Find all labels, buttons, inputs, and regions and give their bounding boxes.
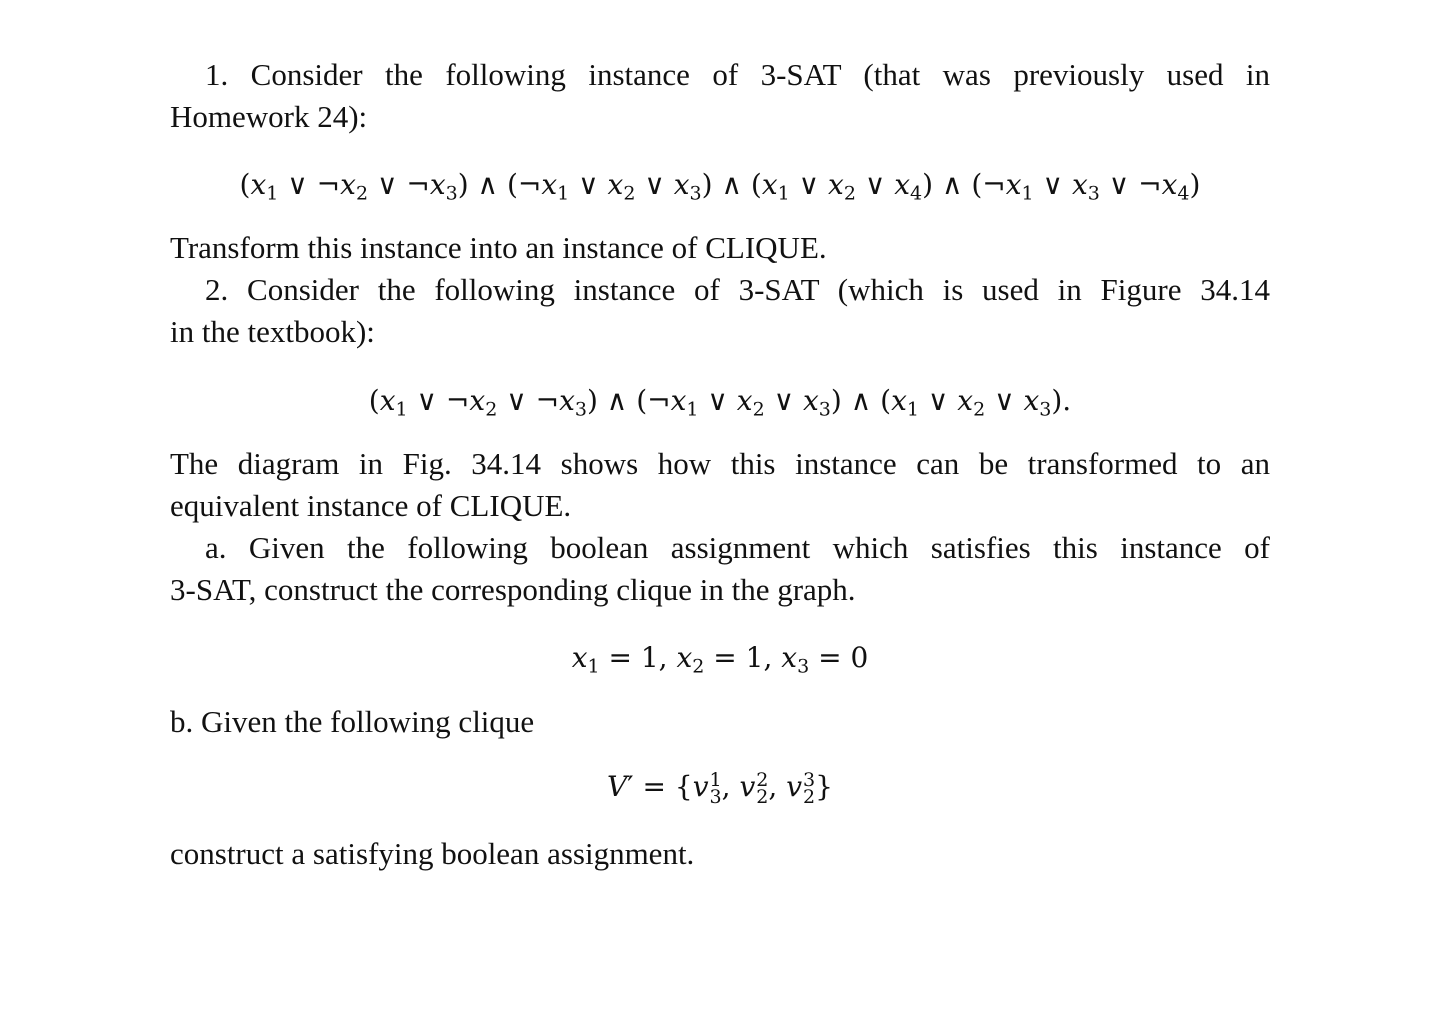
part-b-line1: b. Given the following clique: [170, 704, 535, 739]
problem2-line2: in the textbook):: [170, 314, 375, 349]
problem2-line4: equivalent instance of CLIQUE.: [170, 488, 572, 523]
problem2-line3: The diagram in Fig. 34.14 shows how this instance can be transformed to an: [170, 446, 1270, 481]
part-b-clique: V′ = {v 1 3 , v 2 2 , v 3 2 }: [607, 769, 833, 808]
problem1-line3: Transform this instance into an instance of CLIQUE.: [170, 230, 827, 265]
part-b-line2: construct a satisfying boolean assignment.: [170, 836, 695, 871]
part-a-line2: 3-SAT, construct the corresponding clique in the graph.: [170, 572, 856, 607]
problem1-line1: 1. Consider the following instance of 3-SAT (that was previously used in: [205, 57, 1270, 92]
part-a-line1: a. Given the following boolean assignment which satisfies this instance of: [205, 530, 1270, 565]
problem1-line2: Homework 24):: [170, 99, 368, 134]
part-a-assignment: $x_1 = 1$, $x_2 = 1$, $x_3 = 0$: [571, 641, 869, 678]
problem2-line1: 2. Consider the following instance of 3-SAT (which is used in Figure 34.14: [205, 272, 1270, 307]
problem2-formula: ($x_1$ ∨ $\neg x_2$ ∨ $\neg x_3$) ∧ ($\neg x_1$ ∨ $x_2$ ∨ $x_3$) ∧ ($x_1$ ∨ $x_2$ ∨ $x_3$).: [368, 384, 1072, 421]
problem1-formula: ($x_1$ ∨ $\neg x_2$ ∨ $\neg x_3$) ∧ ($\neg x_1$ ∨ $x_2$ ∨ $x_3$) ∧ ($x_1$ ∨ $x_2$ ∨ $x_4$) ∧ ($\neg x_1$ ∨ $x_3$ ∨ $\neg x_4$): [239, 168, 1201, 205]
